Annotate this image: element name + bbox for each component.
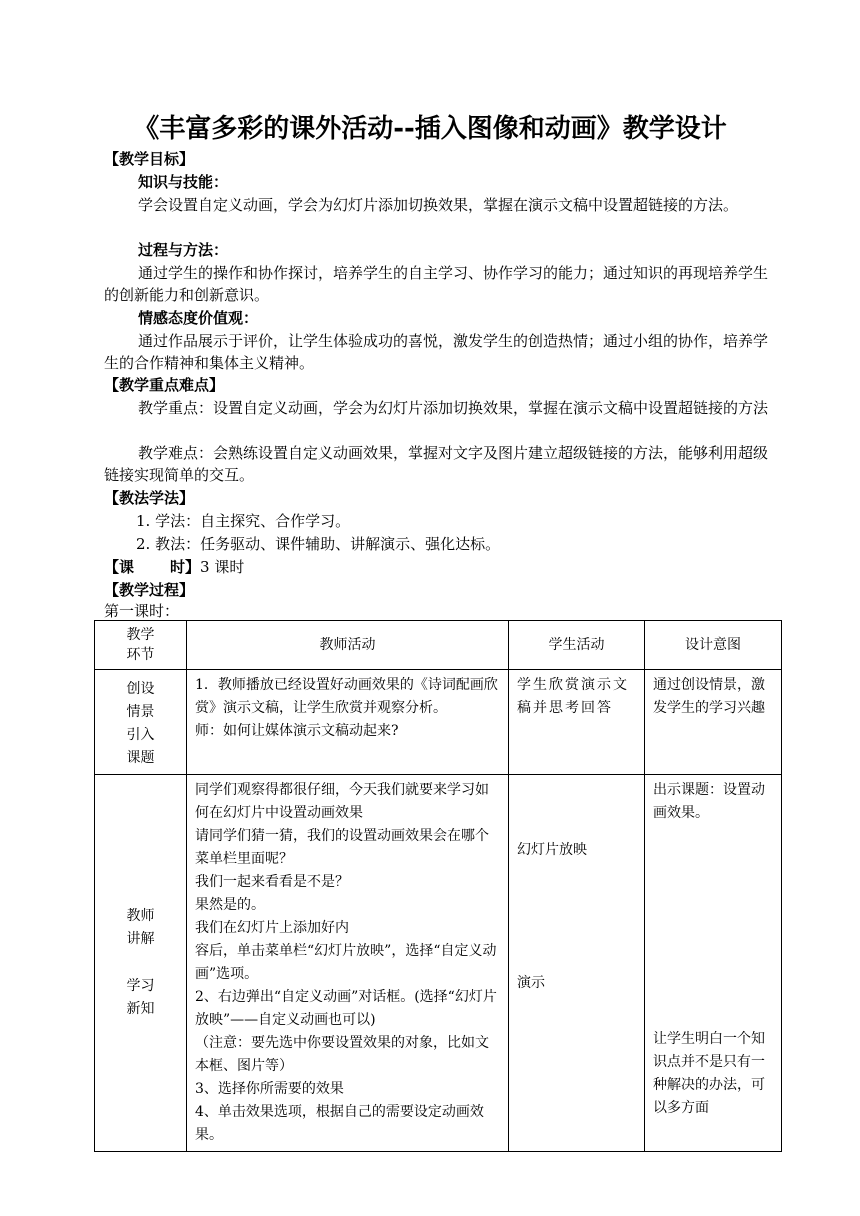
teaching-difficulty-text: 教学难点：会熟练设置自定义动画效果，掌握对文字及图片建立超级链接的方法，能够利用超级链接实现简单的交互。 [104,444,769,484]
hours-label-open: 【课 [104,558,135,576]
table-row [95,670,782,775]
row2-design-intent-1: 出示课题：设置动画效果。 [653,782,765,821]
method-item-teaching: 2. 教法：任务驱动、课件辅助、讲解演示、强化达标。 [136,535,501,553]
objectives-heading: 【教学目标】 [104,150,195,168]
table-header-row [95,621,782,670]
row1-teacher-activity: 1．教师播放已经设置好动画效果的《诗词配画欣赏》演示文稿，让学生欣赏并观察分析。 师：如何让媒体演示文稿动起来? [187,670,509,775]
row2-design-intent-2: 让学生明白一个知识点并不是只有一种解决的办法，可以多方面 [653,1031,765,1116]
knowledge-heading: 知识与技能： [138,173,229,191]
teaching-process-heading: 【教学过程】 [104,581,195,599]
document-title: 《丰富多彩的课外活动--插入图像和动画》教学设计 [133,114,727,144]
row2-stage [95,775,187,1152]
hours-value: 3 课时 [200,558,245,576]
method-item-learning: 1. 学法：自主探究、合作学习。 [136,512,351,530]
knowledge-text: 学会设置自定义动画，学会为幻灯片添加切换效果，掌握在演示文稿中设置超链接的方法。 [138,196,739,214]
row2-teacher-activity: 同学们观察得都很仔细，今天我们就要来学习如何在幻灯片中设置动画效果 请同学们猜一猜，我们的设置动画效果会在哪个菜单栏里面呢？ 我们一起来看看是不是？ 果然是的。 我们在幻灯片上添加好内 容后，单击菜单栏“幻灯片放映”，选择“自定义动画”选项。 2、右边弹出“自定义动画”对话框。(选择“幻灯片放映”——自定义动画也可以) （注意：要先选中你要设置效果的对象，比如文本框、图片等） 3、选择你所需要的效果 4、单击效果选项，根据自己的需要设定动画效果。 [187,775,509,1152]
hours-label-close: 时】 [170,558,201,576]
methods-heading: 【教法学法】 [104,489,195,507]
values-heading: 情感态度价值观： [138,309,259,327]
header-stage: 教学 环节 [95,621,187,670]
row1-design-intent: 通过创设情景，激发学生的学习兴趣 [645,670,782,775]
header-student-activity: 学生活动 [509,621,645,670]
row2-student-activity [509,775,645,1152]
first-lesson-label: 第一课时： [104,602,180,620]
lesson-table [94,620,782,1152]
row2-design-intent [645,775,782,1152]
row2-stage-bottom: 学习 新知 [126,978,155,1017]
header-teacher-activity: 教师活动 [187,621,509,670]
header-design-intent: 设计意图 [645,621,782,670]
row1-student-activity: 学生欣赏演示文稿并思考回答 [509,670,645,775]
row2-student-activity-1: 幻灯片放映 [517,842,587,858]
class-hours-line [104,556,244,578]
table-row [95,775,782,1152]
row2-student-activity-2: 演示 [517,975,545,991]
row2-stage-top: 教师 讲解 [126,908,155,947]
process-method-heading: 过程与方法： [138,241,229,259]
teaching-focus-text: 教学重点：设置自定义动画，学会为幻灯片添加切换效果，掌握在演示文稿中设置超链接的方法 [138,399,769,417]
values-text: 通过作品展示于评价，让学生体验成功的喜悦，激发学生的创造热情；通过小组的协作，培养学生的合作精神和集体主义精神。 [104,332,769,372]
process-method-text: 通过学生的操作和协作探讨，培养学生的自主学习、协作学习的能力；通过知识的再现培养学生的创新能力和创新意识。 [104,264,769,304]
row1-stage: 创设 情景 引入 课题 [95,670,187,775]
key-points-heading: 【教学重点难点】 [104,376,225,394]
